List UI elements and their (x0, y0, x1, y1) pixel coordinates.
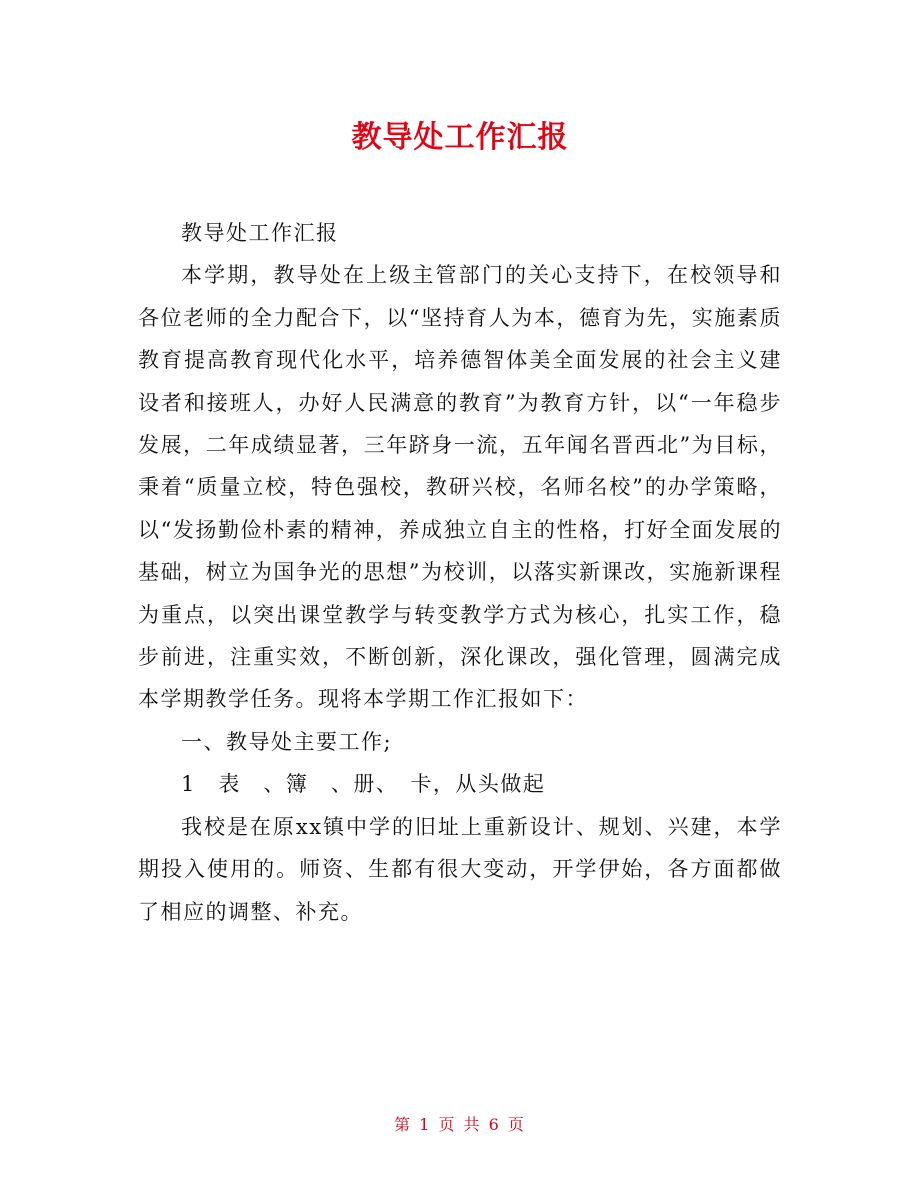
paragraph-school-background: 我校是在原xx镇中学的旧址上重新设计、规划、兴建，本学期投入使用的。师资、生都有很大变动，开学伊始，各方面都做了相应的调整、补充。 (138, 814, 782, 924)
section-heading-1: 一、教导处主要工作; (181, 729, 393, 754)
document-body (138, 212, 782, 933)
paragraph-subtitle: 教导处工作汇报 (181, 221, 339, 245)
page-footer: 第 1 页 共 6 页 (394, 1115, 526, 1134)
paragraph-intro: 本学期，教导处在上级主管部门的关心支持下，在校领导和各位老师的全力配合下，以“坚持育人为本，德育为先，实施素质教育提高教育现代化水平，培养德智体美全面发展的社会主义建设者和接班人，办好人民满意的教育”为教育方针，以“一年稳步发展，二年成绩显著，三年跻身一流，五年闻名晋西北”为目标，秉着“质量立校，特色强校，教研兴校，名师名校”的办学策略，以“发扬勤俭朴素的精神，养成独立自主的性格，打好全面发展的基础，树立为国争光的思想”为校训，以落实新课改，实施新课程为重点，以突出课堂教学与转变教学方式为核心，扎实工作，稳步前进，注重实效，不断创新，深化课改，强化管理，圆满完成本学期教学任务。现将本学期工作汇报如下： (138, 263, 782, 712)
subsection-heading-1: 1 表 、簿 、册、 卡，从头做起 (181, 772, 546, 797)
document-title: 教导处工作汇报 (351, 120, 569, 155)
